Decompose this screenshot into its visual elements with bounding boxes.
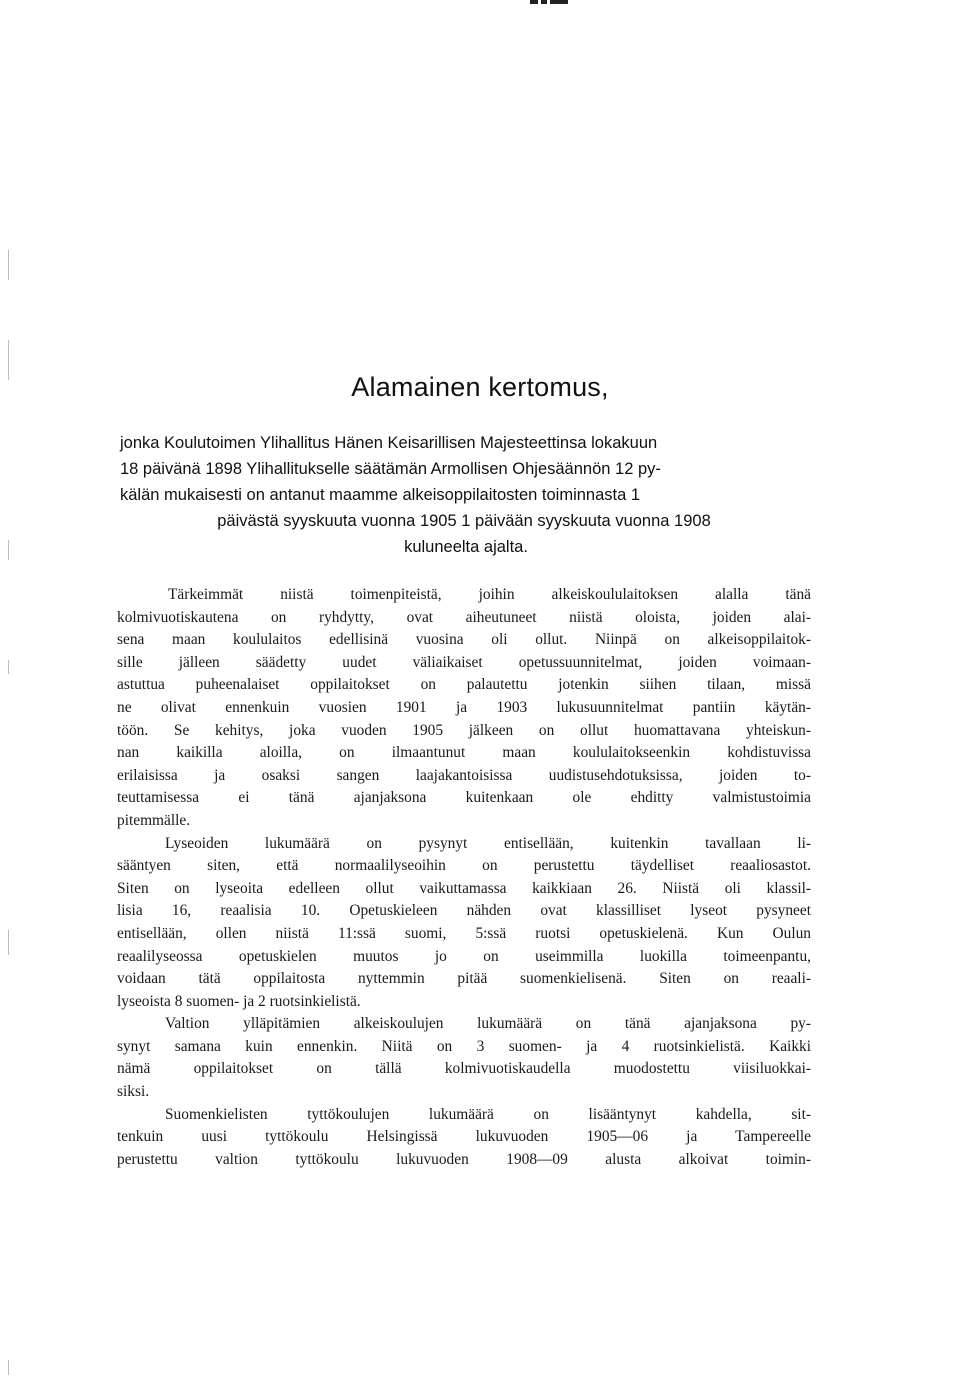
- text-line: lyseoista 8 suomen- ja 2 ruotsinkielistä.: [117, 992, 361, 1010]
- text-line: Suomenkielisten tyttökoulujen lukumäärä on lisääntynyt kahdella, sit-: [165, 1105, 811, 1123]
- page-title: Alamainen kertomus,: [351, 372, 609, 402]
- text-line: reaalilyseossa opetuskielen muutos jo on useimmilla luokilla toimeenpantu,: [117, 947, 811, 965]
- subtitle-line: jonka Koulutoimen Ylihallitus Hänen Keisarillisen Majesteettinsa lokakuun: [120, 434, 658, 452]
- text-line: nan kaikilla aloilla, on ilmaantunut maan koululaitokseenkin kohdistuvissa: [117, 744, 811, 762]
- text-line: töön. Se kehitys, joka vuoden 1905 jälkeen on ollut huomattavana yhteiskun-: [117, 721, 811, 739]
- scan-mark: [530, 0, 568, 5]
- text-line: Lyseoiden lukumäärä on pysynyt entisellään, kuitenkin tavallaan li-: [165, 834, 811, 852]
- body-text: [117, 584, 811, 1171]
- text-line: voidaan tätä oppilaitosta nyttemmin pitää suomenkielisenä. Siten on reaali-: [117, 970, 811, 988]
- text-line: perustettu valtion tyttökoulu lukuvuoden 1908—09 alusta alkoivat toimin-: [117, 1150, 811, 1168]
- text-line: nämä oppilaitokset on tällä kolmivuotiskaudella muodostettu viisiluokkai-: [117, 1060, 811, 1078]
- text-line: Valtion ylläpitämien alkeiskoulujen lukumäärä on tänä ajanjaksona py-: [165, 1015, 811, 1033]
- text-line: Siten on lyseoita edelleen ollut vaikuttamassa kaikkiaan 26. Niistä oli klassil-: [117, 879, 811, 897]
- text-line: teuttamisessa ei tänä ajanjaksona kuitenkaan ole ehditty valmistustoimia: [117, 789, 811, 807]
- subtitle-line: päivästä syyskuuta vuonna 1905 1 päivään syyskuuta vuonna 1908: [217, 512, 711, 530]
- text-line: sääntyen siten, että normaalilyseoihin on perustettu täydelliset reaaliosastot.: [117, 857, 811, 875]
- text-line: sille jälleen säädetty uudet väliaikaiset opetussuunnitelmat, joiden voimaan-: [117, 653, 811, 671]
- text-line: sena maan koululaitos edellisinä vuosina oli ollut. Niinpä on alkeisoppilaitok-: [117, 631, 811, 649]
- text-line: entisellään, ollen niistä 11:ssä suomi, 5:ssä ruotsi opetuskielenä. Kun Oulun: [117, 924, 811, 942]
- text-line: kolmivuotiskautena on ryhdytty, ovat aiheutuneet niistä oloista, joiden alai-: [117, 608, 811, 626]
- text-line: erilaisissa ja osaksi sangen laajakantoisissa uudistusehdotuksissa, joiden to-: [117, 766, 811, 784]
- text-line: synyt samana kuin ennenkin. Niitä on 3 suomen- ja 4 ruotsinkielistä. Kaikki: [117, 1037, 811, 1055]
- text-line: tenkuin uusi tyttökoulu Helsingissä lukuvuoden 1905—06 ja Tampereelle: [117, 1128, 811, 1146]
- subtitle-line: 18 päivänä 1898 Ylihallitukselle säätämän Armollisen Ohjesäännön 12 py-: [120, 460, 661, 478]
- text-line: siksi.: [117, 1083, 150, 1101]
- subtitle-block: [120, 430, 812, 560]
- subtitle-line: kuluneelta ajalta.: [404, 538, 528, 556]
- text-line: pitemmälle.: [117, 811, 191, 829]
- text-line: lisia 16, reaalisia 10. Opetuskieleen nähden ovat klassilliset lyseot pysyneet: [117, 902, 811, 920]
- text-line: astuttua puheenalaiset oppilaitokset on palautettu jotenkin siihen tilaan, missä: [117, 676, 811, 694]
- text-line: ne olivat ennenkuin vuosien 1901 ja 1903 lukusuunnitelmat pantiin käytän-: [117, 698, 811, 716]
- text-line: Tärkeimmät niistä toimenpiteistä, joihin alkeiskoululaitoksen alalla tänä: [168, 586, 811, 603]
- subtitle-line: kälän mukaisesti on antanut maamme alkeisoppilaitosten toiminnasta 1: [120, 486, 641, 504]
